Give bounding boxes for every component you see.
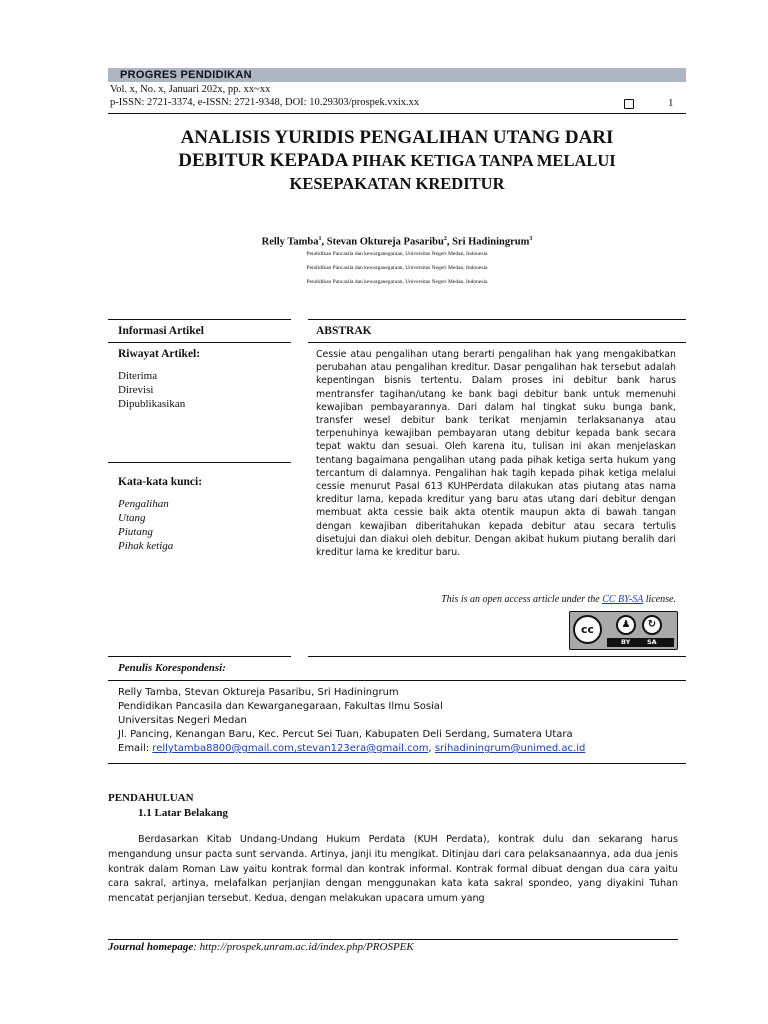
issn-doi-line: p-ISSN: 2721-3374, e-ISSN: 2721-9348, DOI: 10.29303/prospek.vxix.xx [110, 97, 420, 108]
keywords-heading: Kata-kata kunci: [118, 476, 203, 488]
cc-by-sa-badge[interactable] [569, 611, 678, 650]
body-paragraph: Berdasarkan Kitab Undang-Undang Hukum Perdata (KUH Perdata), kontrak dulu dan sekarang harus mengandung unsur pacta sunt servanda. Artinya, janji itu mengikat. Ditinjau dari cara pelaksanaannya, ada dua jenis kontrak dalam Roman Law yaitu kontrak formal dan kontrak informal. Kontrak formal dibuat dengan dua cara yaitu cara sakral, artinya, melafalkan perjanjian dengan menggunakan kata kata sakral spondeo, yang diyakini Tuhan mencatat perjanjian tersebut. Kedua, dengan melakukan upacara umum yang [108, 834, 678, 905]
section-heading: PENDAHULUAN [108, 792, 194, 804]
correspondence-heading-rule [108, 680, 686, 681]
correspondence-heading: Penulis Korespondensi: [118, 662, 226, 674]
badge-label-strip [607, 638, 674, 647]
author-1: Relly Tamba [261, 236, 319, 248]
abstract-heading-rule [308, 342, 686, 343]
title-line-2-part-1: DEBITUR KEPADA [178, 150, 353, 171]
author-1-affil-mark: 1 [318, 236, 322, 242]
author-list [108, 236, 686, 248]
info-heading-rule [108, 342, 291, 343]
oa-suffix: license. [643, 594, 676, 605]
correspondence-email [118, 742, 585, 755]
info-top-rule [108, 319, 291, 320]
title-line-2 [108, 149, 686, 172]
correspondence-bottom-rule [108, 763, 686, 764]
correspondence-address: Jl. Pancing, Kenangan Baru, Kec. Percut Sei Tuan, Kabupaten Deli Serdang, Sumatera Utara [118, 729, 573, 740]
volume-line: Vol. x, No. x, Januari 202x, pp. xx~xx [110, 84, 271, 95]
author-2: , Stevan Oktureja Pasaribu [321, 236, 444, 248]
history-received: Diterima [118, 370, 158, 382]
page-number: 1 [668, 97, 674, 109]
keyword-1: Pengalihan [118, 498, 169, 510]
email-separator: , [428, 743, 435, 754]
attribution-icon: ♟ [616, 615, 636, 635]
correspondence-rule-left [108, 656, 291, 657]
abstract-heading: ABSTRAK [316, 325, 372, 337]
title-line-3: KESEPAKATAN KREDITUR [289, 174, 505, 193]
footer-divider [108, 939, 678, 940]
history-published: Dipublikasikan [118, 398, 186, 410]
footer-label: Journal homepage [108, 941, 194, 953]
share-alike-icon: ↻ [642, 615, 662, 635]
affiliation-3: Pendidikan Pancasila dan kewarganegaraan, Universitas Negeri Medan, Indonesia [306, 279, 488, 285]
journal-name: PROGRES PENDIDIKAN [120, 69, 252, 81]
correspondence-rule-right [308, 656, 686, 657]
affiliation-1: Pendidikan Pancasila dan kewarganegaraan, Universitas Negeri Medan, Indonesia [306, 251, 488, 257]
history-heading: Riwayat Artikel: [118, 348, 201, 360]
history-revised: Direvisi [118, 384, 154, 396]
square-icon [624, 99, 634, 109]
open-access-statement [316, 594, 676, 605]
footer-url[interactable]: : http://prospek.unram.ac.id/index.php/PROSPEK [193, 941, 414, 953]
badge-by-label: BY [621, 638, 631, 646]
keyword-3: Piutang [118, 526, 153, 538]
oa-prefix: This is an open access article under the [441, 594, 603, 605]
title-line-1: ANALISIS YURIDIS PENGALIHAN UTANG DARI [180, 127, 614, 148]
correspondence-department: Pendidikan Pancasila dan Kewarganegaraan, Fakultas Ilmu Sosial [118, 701, 443, 712]
paper-title [108, 126, 686, 195]
author-2-affil-mark: 2 [443, 236, 447, 242]
header-divider [108, 113, 686, 114]
title-line-2-part-2: PIHAK KETIGA TANPA MELALUI [352, 151, 616, 170]
keyword-4: Pihak ketiga [118, 540, 174, 552]
subsection-heading: 1.1 Latar Belakang [138, 807, 228, 819]
author-3-affil-mark: 3 [529, 236, 533, 242]
author-3: , Sri Hadiningrum [446, 236, 530, 248]
abstract-text: Cessie atau pengalihan utang berarti pengalihan hak yang mengakibatkan perubahan atau pengalihan kreditur. Dasar pengalihan hak tersebut adalah kepentingan bisnis tertentu. Dalam proses ini debitur bank harus mentransfer tagihan/utang ke bank bagi debitur bank untuk memenuhi kewajiban pembayarannya. Dari dalam hal tingkat suku bunga bank, transfer wesel debitur bank terikat menjamin terlaksananya atau terpenuhinya kewajiban pembayaran utang debitur kepada bank secara tepat waktu dan sesuai. Oleh karena itu, tulisan ini akan menjelaskan tentang bagaimana pengalihan utang pada pihak ketiga serta hukum yang tercantum di dalamnya. Pengalihan hak tagih kepada pihak ketiga melalui cessie menurut Pasal 613 KUHPerdata dilakukan atas piutang atas nama kreditur lama, kepada kreditur yang baru atas utang dari debitur dengan membuat akta cessie baik akta otentik maupun akta di bawah tangan dengan kewajiban diberitahukan kepada debitur atau secara tertulis disetujui dan diakui oleh debitur. Dengan akibat hukum piutang beralih dari kreditur lama ke kreditur baru. [316, 349, 676, 559]
abstract-top-rule [308, 319, 686, 320]
affiliation-2: Pendidikan Pancasila dan kewarganegaraan, Universitas Negeri Medan, Indonesia [306, 265, 488, 271]
keyword-2: Utang [118, 512, 146, 524]
email-label: Email: [118, 743, 153, 754]
license-link[interactable]: CC BY-SA [602, 594, 644, 605]
email-link-2[interactable]: srihadiningrum@unimed.ac.id [434, 743, 586, 754]
correspondence-names: Relly Tamba, Stevan Oktureja Pasaribu, Sri Hadiningrum [118, 687, 399, 698]
cc-icon: cc [573, 615, 602, 644]
keywords-top-rule [108, 462, 291, 463]
journal-homepage [108, 941, 414, 953]
info-heading: Informasi Artikel [118, 325, 204, 337]
badge-sa-label: SA [647, 638, 657, 646]
correspondence-university: Universitas Negeri Medan [118, 715, 247, 726]
email-link-1[interactable]: rellytamba8800@gmail.com,stevan123era@gmail.com [152, 743, 429, 754]
